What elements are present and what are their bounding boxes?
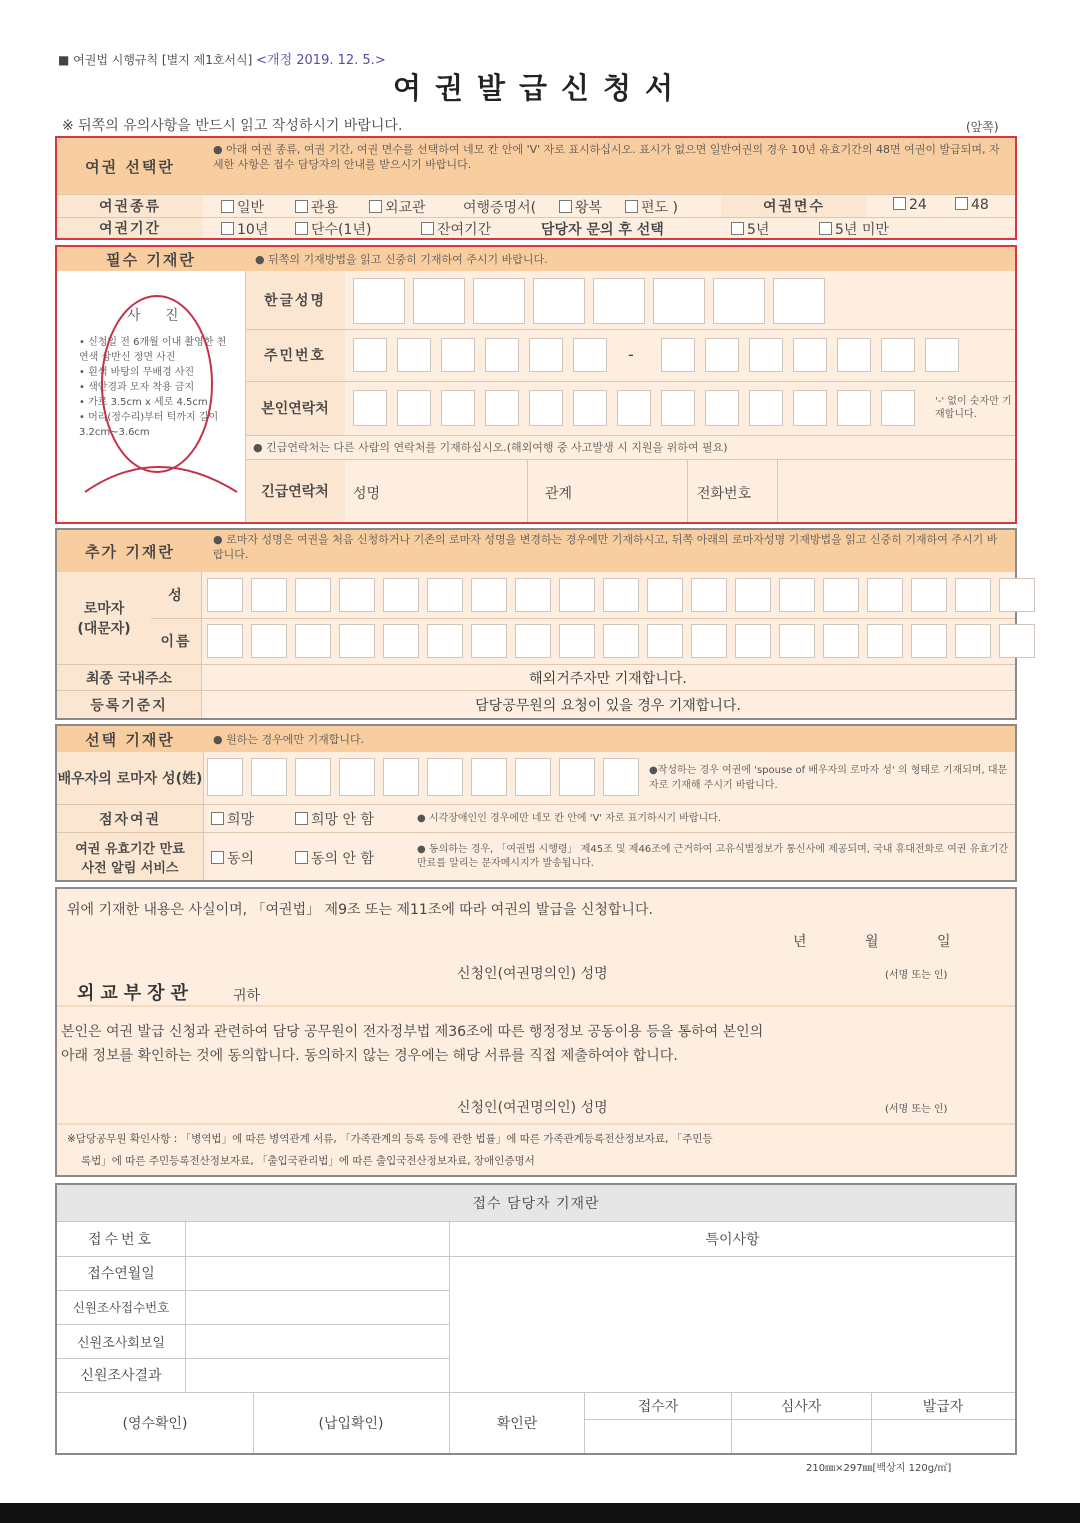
officer-consult-note: 담당자 문의 후 선택 [541,222,664,238]
option-label: 일반 [237,200,265,216]
year-label: 년 [793,934,807,950]
special-notes-field[interactable] [450,1257,1015,1392]
surname-char-box[interactable] [427,578,463,612]
braille-passport-label: 점자여권 [57,805,203,832]
passport-period-label: 여권기간 [57,218,203,238]
role-receiver: 접수자 [637,1399,679,1415]
resident-dash: - [628,345,634,364]
contact-digit-box[interactable] [793,390,827,426]
resident-digit-box[interactable] [485,338,519,372]
domestic-address-label: 최종 국내주소 [57,665,201,690]
option-label: 외교관 [385,200,426,216]
period-option-10y[interactable] [221,219,268,239]
applicant-name-label-2: 신청인(여권명의인) 성명 [457,1100,608,1116]
contact-digit-box[interactable] [397,390,431,426]
braille-option-yes[interactable] [211,809,254,829]
confirm-label: 확인란 [496,1416,538,1432]
given-name-char-box[interactable] [779,624,815,658]
type-option-general[interactable] [221,197,264,217]
contact-digit-box[interactable] [881,390,915,426]
checkbox[interactable] [221,222,234,235]
officer-check-line-1: ※담당공무원 확인사항 : 「병역법」에 따른 병역관계 서류, 「가족관계의 등록 등에 관한 법률」에 따른 가족관계등록전산정보자료, 「주민등 [67,1133,713,1145]
spouse-char-box[interactable] [383,758,419,796]
spouse-char-box[interactable] [603,758,639,796]
spouse-char-box[interactable] [471,758,507,796]
given-name-char-box[interactable] [735,624,771,658]
surname-char-box[interactable] [603,578,639,612]
korean-name-label: 한글성명 [245,271,345,329]
option-label: 24 [909,197,927,213]
contact-digit-box[interactable] [573,390,607,426]
option-label: 편도 ) [641,200,678,216]
contact-digit-box[interactable] [661,390,695,426]
surname-char-box[interactable] [999,578,1035,612]
section-heading: 추가 기재란 [57,530,203,572]
signature-note: (서명 또는 인) [885,970,948,981]
option-label: 48 [971,197,989,213]
passport-selection-section [55,136,1017,240]
resident-digit-box[interactable] [881,338,915,372]
given-name-char-box[interactable] [559,624,595,658]
expiry-alert-label-line1: 여권 유효기간 만료 [75,841,185,857]
office-row-label: 신원조사회보일 [77,1335,165,1351]
surname-char-box[interactable] [779,578,815,612]
additional-section [55,528,1017,720]
bottom-bar [0,1503,1080,1523]
spouse-roman-label: 배우자의 로마자 성(姓) [57,752,203,804]
optional-section [55,724,1017,882]
emergency-phone-input[interactable] [781,461,1011,519]
option-label: 희망 안 함 [311,812,374,828]
name-char-box[interactable] [773,278,825,324]
given-name-char-box[interactable] [823,624,859,658]
emergency-name-input[interactable] [397,461,523,519]
roman-name-label [57,572,151,664]
surname-char-box[interactable] [823,578,859,612]
day-label: 일 [937,934,951,950]
resident-digit-box[interactable] [397,338,431,372]
checkbox[interactable] [295,851,308,864]
name-char-box[interactable] [713,278,765,324]
checkbox[interactable] [819,222,832,235]
resident-digit-box[interactable] [353,338,387,372]
name-char-box[interactable] [593,278,645,324]
name-char-box[interactable] [413,278,465,324]
alert-option-agree[interactable] [211,848,254,868]
emergency-instruction: ● 긴급연락처는 다른 사람의 연락처를 기재하십시오.(해외여행 중 사고발생 시 지원을 위하여 필요) [245,435,1015,459]
given-name-char-box[interactable] [251,624,287,658]
contact-format-note: '-' 없이 숫자만 기재합니다. [935,396,1012,420]
surname-char-box[interactable] [515,578,551,612]
emergency-name-label: 성명 [353,486,381,502]
option-label: 관용 [311,200,339,216]
option-label: 5년 [747,222,770,238]
office-row-label: 신원조사접수번호 [72,1300,170,1315]
special-notes-label: 특이사항 [705,1232,760,1248]
surname-char-box[interactable] [207,578,243,612]
emergency-relation-label: 관계 [545,486,573,502]
given-name-char-box[interactable] [339,624,375,658]
resident-digit-box[interactable] [441,338,475,372]
surname-char-box[interactable] [251,578,287,612]
resident-digit-box[interactable] [749,338,783,372]
registry-label: 등록기준지 [57,691,201,718]
roman-label: 로마자 [83,601,125,617]
resident-digit-box[interactable] [661,338,695,372]
contact-digit-box[interactable] [529,390,563,426]
section-heading: 필수 기재란 [57,247,245,271]
section-heading: 선택 기재란 [57,726,203,752]
option-label: 동의 [227,851,255,867]
additional-instruction: ● 로마자 성명은 여권을 처음 신청하거나 기존의 로마자 성명을 변경하는 경우에만 기재하시고, 뒤쪽 아래의 로마자성명 기재방법을 읽고 신중히 기재하여 주시기 바랍니다. [203,530,1015,572]
option-label: 단수(1년) [311,222,372,238]
contact-digit-box[interactable] [617,390,651,426]
contact-digit-box[interactable] [749,390,783,426]
given-name-char-box[interactable] [647,624,683,658]
resident-digit-box[interactable] [837,338,871,372]
office-row-label: 신원조사결과 [80,1368,162,1384]
surname-char-box[interactable] [559,578,595,612]
given-name-char-box[interactable] [867,624,903,658]
surname-char-box[interactable] [691,578,727,612]
checkbox[interactable] [731,222,744,235]
checkbox[interactable] [559,200,572,213]
contact-digit-box[interactable] [485,390,519,426]
given-name-char-box[interactable] [691,624,727,658]
contact-digit-box[interactable] [837,390,871,426]
consent-line-2: 아래 정보를 확인하는 것에 동의합니다. 동의하지 않는 경우에는 해당 서류를 직접 제출하여야 합니다. [61,1048,678,1064]
checkbox[interactable] [369,200,382,213]
name-char-box[interactable] [353,278,405,324]
contact-digit-box[interactable] [441,390,475,426]
optional-instruction: ● 원하는 경우에만 기재합니다. [203,726,1015,752]
page-side-label: (앞쪽) [966,120,999,134]
alert-option-disagree[interactable] [295,848,374,868]
period-option-5y[interactable] [731,219,769,239]
option-label: 희망 [227,812,255,828]
resident-digit-box[interactable] [573,338,607,372]
travel-option-oneway[interactable] [625,197,678,217]
payment-confirm: (납입확인) [318,1416,384,1432]
notice-text: ※ 뒤쪽의 유의사항을 반드시 읽고 작성하시기 바랍니다. [62,118,403,134]
revision-date: <개정 2019. 12. 5.> [256,53,386,68]
domestic-address-note[interactable]: 해외거주자만 기재합니다. [529,670,687,687]
checkbox[interactable] [421,222,434,235]
roman-sublabel: (대문자) [77,621,131,637]
checkbox[interactable] [955,197,968,210]
office-row-label: 접수연월일 [87,1266,155,1282]
checkbox[interactable] [295,222,308,235]
registry-note[interactable]: 담당공무원의 요청이 있을 경우 기재합니다. [475,697,741,714]
office-row-label: 접수번호 [87,1232,155,1248]
emergency-contact-label: 긴급연락처 [245,459,345,522]
resident-digit-box[interactable] [793,338,827,372]
role-issuer: 발급자 [922,1399,964,1415]
signature-note-2: (서명 또는 인) [885,1104,948,1115]
option-label: 잔여기간 [437,222,492,238]
spouse-char-box[interactable] [295,758,331,796]
page-title: 여권발급신청서 [392,71,688,105]
given-name-char-box[interactable] [955,624,991,658]
resident-number-label: 주민번호 [245,329,345,381]
office-use-section [55,1183,1017,1455]
resident-digit-box[interactable] [705,338,739,372]
spouse-char-box[interactable] [427,758,463,796]
given-name-char-box[interactable] [295,624,331,658]
emergency-phone-label: 전화번호 [697,486,752,502]
spouse-char-box[interactable] [339,758,375,796]
honorific: 귀하 [233,988,261,1004]
travel-certificate-label: 여행증명서( [463,200,537,216]
passport-pages-label: 여권면수 [721,195,867,217]
photo-title: 사 진 [127,308,189,324]
resident-digit-box[interactable] [925,338,959,372]
checkbox[interactable] [295,200,308,213]
declaration-section [55,887,1017,1177]
role-reviewer: 심사자 [780,1399,822,1415]
receipt-confirm: (영수확인) [122,1416,188,1432]
section-heading: 여권 선택란 [57,138,203,194]
photo-note: • 가로 3.5cm x 세로 4.5cm [79,397,208,408]
spouse-char-box[interactable] [559,758,595,796]
surname-char-box[interactable] [295,578,331,612]
surname-char-box[interactable] [911,578,947,612]
period-option-remaining[interactable] [421,219,491,239]
surname-char-box[interactable] [647,578,683,612]
declaration-statement: 위에 기재한 내용은 사실이며, 「여권법」 제9조 또는 제11조에 따라 여권의 발급을 신청합니다. [67,902,653,918]
travel-option-round[interactable] [559,197,602,217]
period-option-under5y[interactable] [819,219,889,239]
checkbox[interactable] [893,197,906,210]
photo-note: • 머리(정수리)부터 턱까지 길이 3.2cm~3.6cm [79,412,219,438]
type-option-diplomatic[interactable] [369,197,426,217]
alert-note: ● 동의하는 경우, 「여권법 시행령」 제45조 및 제46조에 근거하여 고유식별정보가 통신사에 제공되며, 국내 휴대전화로 여권 유효기간 만료를 알리는 문자메시지가 발송됩니다. [417,844,1009,869]
checkbox[interactable] [625,200,638,213]
surname-char-box[interactable] [955,578,991,612]
given-name-char-box[interactable] [383,624,419,658]
required-instruction: ● 뒤쪽의 기재방법을 읽고 신중히 기재하여 주시기 바랍니다. [245,247,1015,271]
surname-label: 성 [151,572,201,618]
name-char-box[interactable] [653,278,705,324]
option-label: 왕복 [575,200,603,216]
surname-char-box[interactable] [339,578,375,612]
pages-option-24[interactable] [893,197,927,213]
photo-note: • 색안경과 모자 착용 금지 [79,382,195,393]
contact-digit-box[interactable] [353,390,387,426]
surname-char-box[interactable] [383,578,419,612]
option-label: 동의 안 함 [311,851,374,867]
name-char-box[interactable] [533,278,585,324]
surname-char-box[interactable] [867,578,903,612]
given-name-char-box[interactable] [999,624,1035,658]
contact-digit-box[interactable] [705,390,739,426]
given-name-char-box[interactable] [515,624,551,658]
applicant-name-label: 신청인(여권명의인) 성명 [457,966,608,982]
month-label: 월 [865,934,879,950]
surname-char-box[interactable] [735,578,771,612]
photo-note: • 신청일 전 6개월 이내 촬영한 천연색 상반신 정면 사진 [79,337,227,363]
spouse-char-box[interactable] [515,758,551,796]
given-name-char-box[interactable] [603,624,639,658]
expiry-alert-label [57,833,203,880]
photo-circle-mark [77,292,247,502]
name-char-box[interactable] [473,278,525,324]
form-ref-text: ■ 여권법 시행규칙 [별지 제1호서식] [58,53,253,67]
surname-char-box[interactable] [471,578,507,612]
required-section [55,245,1017,524]
checkbox[interactable] [211,851,224,864]
selection-instruction: ● 아래 여권 종류, 여권 기간, 여권 면수를 선택하여 네모 칸 안에 'V' 자로 표시하십시오. 표시가 없으면 일반여권의 경우 10년 유효기간의 48면 여권이 발급되며, 자세한 사항은 접수 담당자의 안내를 받으시기 바랍니다. [203,138,1015,194]
office-heading: 접수 담당자 기재란 [57,1185,1015,1221]
resident-digit-box[interactable] [529,338,563,372]
type-option-official[interactable] [295,197,338,217]
officer-check-line-2: 록법」에 따른 주민등록전산정보자료, 「출입국관리법」에 따른 출입국전산정보자료, 장애인증명서 [81,1155,535,1167]
given-name-label: 이름 [151,618,201,664]
given-name-char-box[interactable] [911,624,947,658]
expiry-alert-label-line2: 사전 알림 서비스 [81,860,179,876]
braille-option-no[interactable] [295,809,374,829]
braille-note: ● 시각장애인인 경우에만 네모 칸 안에 'V' 자로 표기하시기 바랍니다. [417,813,722,824]
pages-option-48[interactable] [955,197,989,213]
given-name-char-box[interactable] [207,624,243,658]
consent-line-1: 본인은 여권 발급 신청과 관련하여 담당 공무원이 전자정부법 제36조에 따른 행정정보 공동이용 등을 통하여 본인의 [61,1024,764,1040]
period-option-single[interactable] [295,219,371,239]
checkbox[interactable] [211,812,224,825]
photo-note: • 흰색 바탕의 무배경 사진 [79,367,195,378]
paper-spec: 210㎜×297㎜[백상지 120g/㎡] [806,1463,952,1474]
spouse-char-box[interactable] [251,758,287,796]
minister-addressee: 외교부장관 [77,983,194,1004]
given-name-char-box[interactable] [471,624,507,658]
passport-type-label: 여권종류 [57,195,203,217]
spouse-note: ●작성하는 경우 여권에 'spouse of 배우자의 로마자 성' 의 형태로 기재되며, 대문자로 기재해 주시기 바랍니다. [649,765,1008,791]
contact-label: 본인연락처 [245,381,345,435]
checkbox[interactable] [221,200,234,213]
option-label: 10년 [237,222,269,238]
option-label: 5년 미만 [835,222,889,238]
checkbox[interactable] [295,812,308,825]
given-name-char-box[interactable] [427,624,463,658]
spouse-char-box[interactable] [207,758,243,796]
